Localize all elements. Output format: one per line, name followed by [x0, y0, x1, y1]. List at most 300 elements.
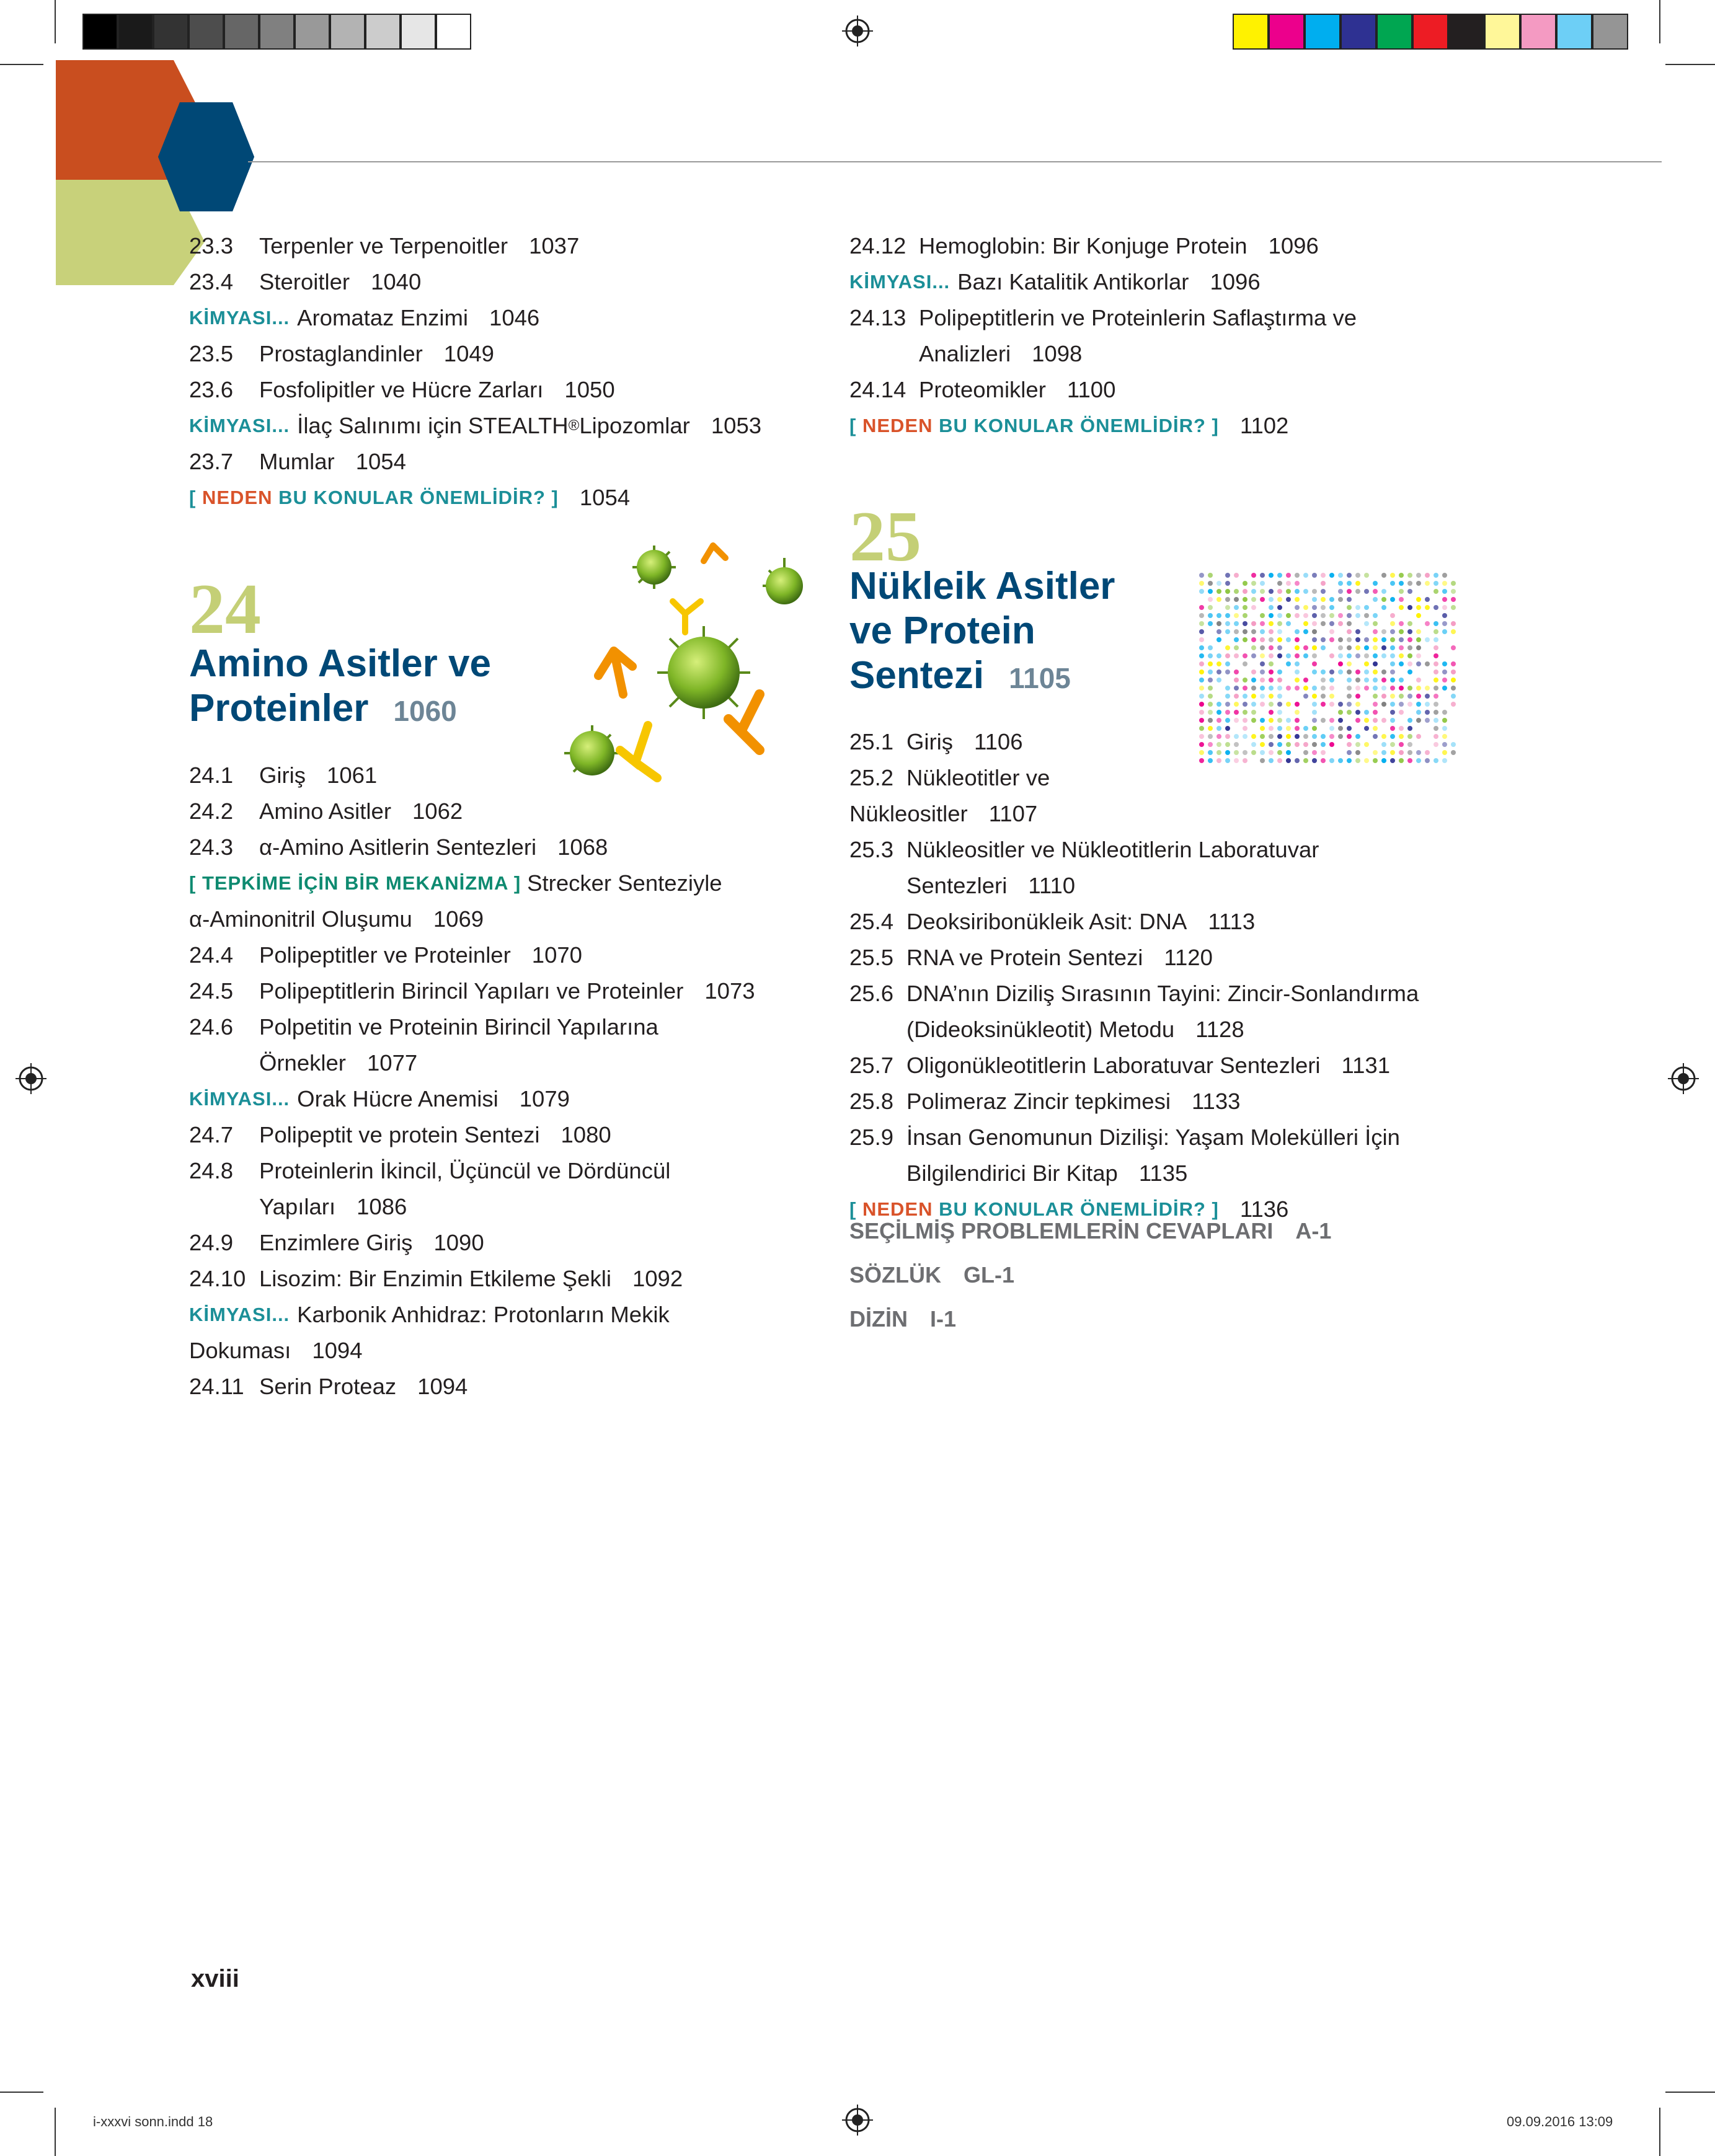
sequence-dot [1407, 637, 1412, 642]
sequence-dot [1321, 645, 1326, 650]
sequence-dot [1321, 621, 1326, 626]
sequence-dot [1425, 702, 1430, 707]
color-swatch [1520, 14, 1556, 50]
sequence-dot [1269, 702, 1274, 707]
toc-entry [189, 336, 803, 372]
why-rest: BU KONULAR ÖNEMLİDİR? ] [933, 415, 1219, 436]
toc-entry [189, 793, 803, 829]
sequence-dot [1303, 686, 1308, 691]
sequence-dot [1434, 694, 1438, 699]
sequence-dot [1434, 605, 1438, 610]
sequence-dot [1407, 605, 1412, 610]
sequence-dot [1216, 613, 1221, 618]
toc-entry [189, 829, 803, 865]
sequence-dot [1312, 645, 1317, 650]
sequence-dot [1277, 637, 1282, 642]
sequence-dot [1338, 702, 1343, 707]
section-title: Serin Proteaz [259, 1374, 397, 1399]
sequence-dot [1355, 710, 1360, 715]
sequence-dot [1381, 694, 1386, 699]
sequence-dot [1199, 694, 1204, 699]
section-page: 1098 [1032, 341, 1083, 366]
sequence-dot [1434, 710, 1438, 715]
sequence-dot [1295, 613, 1300, 618]
sequence-dot [1399, 629, 1404, 634]
crop-mark [1659, 0, 1660, 43]
sequence-dot [1355, 629, 1360, 634]
sequence-dot [1251, 678, 1256, 683]
why-important-label [189, 480, 559, 516]
sequence-dot [1225, 645, 1230, 650]
sequence-dot [1243, 637, 1247, 642]
sequence-dot [1243, 597, 1247, 602]
sequence-dot [1225, 686, 1230, 691]
sequence-dot [1251, 573, 1256, 578]
sequence-dot [1425, 686, 1430, 691]
sequence-dot [1434, 621, 1438, 626]
sequence-dot [1407, 686, 1412, 691]
toc-entry [849, 1048, 1655, 1084]
sequence-dot [1312, 573, 1317, 578]
sequence-dot [1373, 710, 1378, 715]
color-swatch [188, 14, 224, 50]
why-rest: BU KONULAR ÖNEMLİDİR? ] [272, 487, 559, 508]
mechanism-title: Strecker Senteziyle [527, 870, 722, 896]
sequence-dot [1451, 645, 1456, 650]
sequence-dot [1312, 621, 1317, 626]
sequence-dot [1243, 694, 1247, 699]
section-title-continued: (Dideoksinükleotit) Metodu [906, 1017, 1175, 1042]
sequence-dot [1434, 573, 1438, 578]
sequence-dot [1425, 710, 1430, 715]
bracket-close: ] [508, 872, 521, 894]
sequence-dot [1243, 661, 1247, 666]
sequence-dot [1434, 718, 1438, 723]
sequence-dot [1338, 613, 1343, 618]
sequence-dot [1260, 589, 1265, 594]
sequence-dot [1434, 669, 1438, 674]
sequence-dot [1286, 661, 1291, 666]
sequence-dot [1199, 581, 1204, 586]
sequence-dot [1442, 597, 1447, 602]
section-title: Giriş [259, 762, 306, 788]
section-page: 1092 [632, 1266, 683, 1291]
sequence-dot [1303, 573, 1308, 578]
sequence-dot [1442, 573, 1447, 578]
sequence-dot [1451, 597, 1456, 602]
sequence-dot [1303, 605, 1308, 610]
sequence-dot [1399, 581, 1404, 586]
sequence-dot [1251, 686, 1256, 691]
sequence-dot [1338, 653, 1343, 658]
sequence-dot [1321, 678, 1326, 683]
section-title-continued: Bilgilendirici Bir Kitap [906, 1160, 1118, 1186]
sequence-dot [1251, 694, 1256, 699]
section-title: İnsan Genomunun Dizilişi: Yaşam Molekülleri İçin [906, 1124, 1400, 1150]
toc-column-2-top [849, 228, 1655, 444]
color-swatch [401, 14, 436, 50]
sequence-dot [1312, 653, 1317, 658]
sequence-dot [1208, 686, 1213, 691]
sequence-dot [1399, 686, 1404, 691]
sequence-dot [1225, 653, 1230, 658]
sequence-dot [1373, 637, 1378, 642]
toc-entry [189, 228, 803, 264]
sequence-dot [1364, 710, 1369, 715]
sequence-dot [1416, 597, 1421, 602]
section-number: 25.7 [849, 1053, 894, 1078]
sequence-dot [1416, 718, 1421, 723]
sequence-dot [1199, 621, 1204, 626]
toc-entry [849, 372, 1655, 408]
sequence-dot [1321, 605, 1326, 610]
sequence-dot [1295, 718, 1300, 723]
toc-entry [189, 372, 803, 408]
sequence-dot [1390, 694, 1395, 699]
sequence-dot [1442, 621, 1447, 626]
sequence-dot [1451, 621, 1456, 626]
crop-mark [1659, 2108, 1660, 2156]
sequence-dot [1312, 589, 1317, 594]
sequence-dot [1338, 589, 1343, 594]
sequence-dot [1373, 661, 1378, 666]
sequence-dot [1355, 581, 1360, 586]
sequence-dot [1234, 702, 1239, 707]
crop-mark [1665, 64, 1715, 65]
sequence-dot [1225, 573, 1230, 578]
section-title-continued: Nükleositler [849, 801, 968, 826]
sequence-dot [1234, 589, 1239, 594]
sequence-dot [1295, 686, 1300, 691]
toc-entry [189, 480, 803, 516]
toc-entry [189, 264, 803, 300]
section-page: 1070 [531, 942, 582, 968]
sequence-dot [1208, 718, 1213, 723]
sequence-dot [1425, 621, 1430, 626]
sequence-dot [1303, 589, 1308, 594]
sequence-dot [1347, 669, 1352, 674]
sequence-dot [1329, 669, 1334, 674]
sequence-dot [1295, 653, 1300, 658]
section-title: Giriş [906, 729, 954, 754]
sequence-dot [1321, 637, 1326, 642]
sequence-dot [1390, 613, 1395, 618]
crop-mark [0, 64, 43, 65]
sequence-dot [1260, 653, 1265, 658]
sequence-dot [1399, 597, 1404, 602]
sequence-dot [1442, 661, 1447, 666]
sequence-dot [1364, 605, 1369, 610]
sequence-dot [1277, 589, 1282, 594]
section-page: 1094 [417, 1374, 468, 1399]
sequence-dot [1286, 573, 1291, 578]
sequence-dot [1329, 637, 1334, 642]
sequence-dot [1381, 653, 1386, 658]
toc-column-2-ch25 [849, 724, 1655, 1227]
sequence-dot [1355, 589, 1360, 594]
sequence-dot [1373, 589, 1378, 594]
sequence-dot [1216, 597, 1221, 602]
sequence-dot [1199, 686, 1204, 691]
sequence-dot [1407, 581, 1412, 586]
box-title: Karbonik Anhidraz: Protonların Mekik [297, 1302, 670, 1327]
section-title: Polimeraz Zincir tepkimesi [906, 1089, 1171, 1114]
sequence-dot [1355, 669, 1360, 674]
sequence-dot [1295, 597, 1300, 602]
section-page: 1086 [357, 1194, 407, 1219]
section-title: Amino Asitler [259, 798, 391, 824]
sequence-dot [1286, 702, 1291, 707]
sequence-dot [1347, 573, 1352, 578]
sequence-dot [1260, 718, 1265, 723]
sequence-dot [1277, 710, 1282, 715]
registration-mark-icon [1668, 1063, 1699, 1094]
section-page: 1069 [433, 906, 484, 932]
color-swatch [259, 14, 295, 50]
sequence-dot [1407, 573, 1412, 578]
sequence-dot [1199, 629, 1204, 634]
sequence-dot [1347, 661, 1352, 666]
section-number: 24.3 [189, 834, 234, 860]
sequence-dot [1277, 629, 1282, 634]
section-title: Lisozim: Bir Enzimin Etkileme Şekli [259, 1266, 611, 1291]
sequence-dot [1399, 653, 1404, 658]
sequence-dot [1407, 621, 1412, 626]
sequence-dot [1216, 702, 1221, 707]
sequence-dot [1381, 718, 1386, 723]
section-page: 1040 [371, 269, 422, 294]
section-title-continued: Analizleri [919, 341, 1011, 366]
toc-entry [849, 264, 1655, 300]
sequence-dot [1399, 710, 1404, 715]
box-title: İlaç Salınımı için STEALTH [297, 413, 569, 438]
sequence-dot [1347, 605, 1352, 610]
sequence-dot [1251, 653, 1256, 658]
sequence-dot [1399, 661, 1404, 666]
section-page: 1113 [1208, 909, 1256, 934]
sequence-dot [1390, 573, 1395, 578]
back-matter-index: DİZİN I-1 [849, 1306, 957, 1332]
sequence-dot [1269, 669, 1274, 674]
sequence-dot [1355, 653, 1360, 658]
sequence-dot [1286, 621, 1291, 626]
sequence-dot [1407, 669, 1412, 674]
box-title: Bazı Katalitik Antikorlar [957, 269, 1189, 294]
section-number: 24.14 [849, 377, 906, 402]
sequence-dot [1312, 637, 1317, 642]
sequence-dot [1390, 653, 1395, 658]
sequence-dot [1451, 629, 1456, 634]
sequence-dot [1277, 694, 1282, 699]
sequence-dot [1407, 661, 1412, 666]
sequence-dot [1303, 621, 1308, 626]
sequence-dot [1251, 645, 1256, 650]
sequence-dot [1425, 581, 1430, 586]
color-swatch [295, 14, 330, 50]
sequence-dot [1251, 605, 1256, 610]
sequence-dot [1442, 710, 1447, 715]
toc-entry [189, 1369, 803, 1405]
sequence-dot [1390, 686, 1395, 691]
sequence-dot [1338, 581, 1343, 586]
sequence-dot [1260, 597, 1265, 602]
sequence-dot [1338, 669, 1343, 674]
box-title-rest: Lipozomlar [579, 413, 690, 438]
sequence-dot [1355, 645, 1360, 650]
why-page: 1102 [1239, 413, 1289, 438]
sequence-dot [1407, 653, 1412, 658]
sequence-dot [1260, 629, 1265, 634]
sequence-dot [1312, 629, 1317, 634]
sequence-dot [1425, 661, 1430, 666]
sequence-dot [1216, 710, 1221, 715]
why-rest: BU KONULAR ÖNEMLİDİR? ] [933, 1198, 1219, 1220]
section-number: 25.6 [849, 981, 894, 1006]
color-swatch [1592, 14, 1628, 50]
sequence-dot [1434, 702, 1438, 707]
sequence-dot [1416, 605, 1421, 610]
sequence-dot [1321, 573, 1326, 578]
header-rule [248, 161, 1662, 162]
sequence-dot [1329, 597, 1334, 602]
box-page: 1046 [489, 305, 540, 330]
sequence-dot [1442, 718, 1447, 723]
sequence-dot [1390, 621, 1395, 626]
sequence-dot [1277, 581, 1282, 586]
sequence-dot [1286, 686, 1291, 691]
sequence-dot [1234, 621, 1239, 626]
sequence-dot [1269, 661, 1274, 666]
toc-entry [189, 973, 803, 1009]
toc-entry [189, 758, 803, 793]
toc-entry [189, 1261, 803, 1297]
sequence-dot [1407, 645, 1412, 650]
color-swatch [1412, 14, 1448, 50]
sequence-dot [1277, 702, 1282, 707]
sequence-dot [1269, 686, 1274, 691]
toc-entry [189, 1225, 803, 1261]
sequence-dot [1208, 661, 1213, 666]
sequence-dot [1434, 653, 1438, 658]
sequence-dot [1407, 702, 1412, 707]
sequence-dot [1373, 653, 1378, 658]
sequence-dot [1338, 573, 1343, 578]
sequence-dot [1199, 573, 1204, 578]
sequence-dot [1295, 661, 1300, 666]
sequence-dot [1338, 661, 1343, 666]
sequence-dot [1225, 702, 1230, 707]
sequence-dot [1407, 694, 1412, 699]
bracket-open: [ [849, 415, 862, 436]
section-number: 25.3 [849, 837, 894, 862]
sequence-dot [1364, 645, 1369, 650]
sequence-dot [1373, 702, 1378, 707]
section-title: Enzimlere Giriş [259, 1230, 413, 1255]
section-page: 1062 [412, 798, 463, 824]
sequence-dot [1295, 702, 1300, 707]
sequence-dot [1225, 694, 1230, 699]
sequence-dot [1338, 637, 1343, 642]
toc-entry-continued [189, 1045, 803, 1081]
sequence-dot [1199, 702, 1204, 707]
sequence-dot [1251, 718, 1256, 723]
section-page: 1100 [1066, 377, 1116, 402]
sequence-dot [1329, 678, 1334, 683]
sequence-dot [1286, 653, 1291, 658]
sequence-dot [1260, 678, 1265, 683]
sequence-dot [1243, 718, 1247, 723]
sequence-dot [1269, 694, 1274, 699]
sequence-dot [1399, 694, 1404, 699]
section-title: Hemoglobin: Bir Konjuge Protein [919, 233, 1247, 258]
sequence-dot [1329, 629, 1334, 634]
sequence-dot [1216, 678, 1221, 683]
sequence-dot [1312, 686, 1317, 691]
sequence-dot [1347, 621, 1352, 626]
sequence-dot [1434, 581, 1438, 586]
chapter-25-number: 25 [849, 497, 921, 577]
footer-date: 09.09.2016 13:09 [1507, 2114, 1613, 2129]
sequence-dot [1277, 718, 1282, 723]
sequence-dot [1364, 669, 1369, 674]
color-swatch [1341, 14, 1376, 50]
sequence-dot [1355, 702, 1360, 707]
sequence-dot [1295, 678, 1300, 683]
sequence-dot [1347, 645, 1352, 650]
sequence-dot [1364, 613, 1369, 618]
section-title: Polipeptit ve protein Sentezi [259, 1122, 540, 1147]
sequence-dot [1434, 686, 1438, 691]
sequence-dot [1234, 678, 1239, 683]
sequence-dot [1416, 678, 1421, 683]
sequence-dot [1225, 621, 1230, 626]
sequence-dot [1199, 613, 1204, 618]
sequence-dot [1338, 597, 1343, 602]
sequence-dot [1269, 710, 1274, 715]
sequence-dot [1347, 629, 1352, 634]
sequence-dot [1451, 605, 1456, 610]
sequence-dot [1208, 581, 1213, 586]
color-swatch [118, 14, 153, 50]
chapter-24-page: 1060 [393, 695, 457, 727]
toc-entry-continued [189, 1189, 803, 1225]
sequence-dot [1364, 637, 1369, 642]
sequence-dot [1234, 718, 1239, 723]
sequence-dot [1269, 653, 1274, 658]
section-page: 1050 [564, 377, 615, 402]
section-page: 1131 [1341, 1053, 1391, 1078]
section-number: 24.5 [189, 978, 234, 1004]
sequence-dot [1303, 629, 1308, 634]
toc-entry [849, 760, 1655, 796]
section-title-continued: Örnekler [259, 1050, 346, 1076]
toc-entry [849, 1120, 1655, 1155]
section-page: 1073 [704, 978, 755, 1004]
sequence-dot [1312, 597, 1317, 602]
sequence-dot [1347, 694, 1352, 699]
sequence-dot [1347, 597, 1352, 602]
sequence-dot [1442, 669, 1447, 674]
sequence-dot [1243, 710, 1247, 715]
section-title: Mumlar [259, 449, 335, 474]
section-number: 25.9 [849, 1124, 894, 1150]
sequence-dot [1381, 629, 1386, 634]
footer-file-name: i-xxxvi sonn.indd 18 [93, 2114, 213, 2129]
sequence-dot [1286, 637, 1291, 642]
section-number: 24.12 [849, 233, 906, 258]
sequence-dot [1416, 637, 1421, 642]
toc-entry [849, 796, 1655, 832]
